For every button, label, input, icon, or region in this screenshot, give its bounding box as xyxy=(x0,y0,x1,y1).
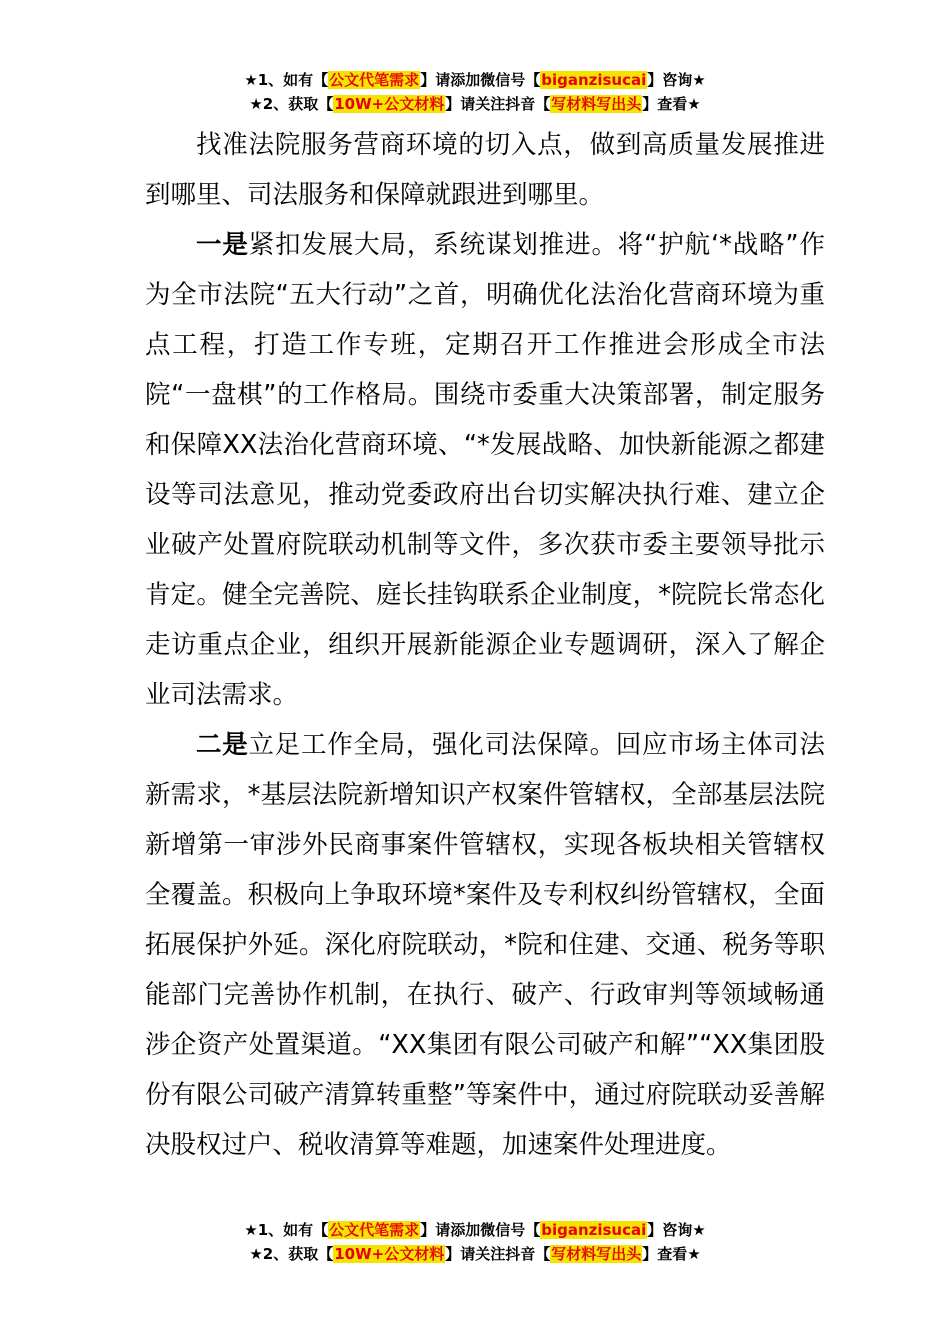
top-banner xyxy=(0,68,950,116)
banner-highlight: 公文代笔需求 xyxy=(329,71,420,89)
banner-text: 】查看★ xyxy=(642,1245,701,1263)
paragraph-text: 立足工作全局，强化司法保障。回应市场主体司法新需求，*基层法院新增知识产权案件管辖权，全部基层法院新增第一审涉外民商事案件管辖权，实现各板块相关管辖权全覆盖。积极向上争取环境*案件及专利权纠纷管辖权，全面拓展保护外延。深化府院联动，*院和住建、交通、税务等职能部门完善协作机制，在执行、破产、行政审判等领域畅通涉企资产处置渠道。“XX集团有限公司破产和解”“XX集团股份有限公司破产清算转重整”等案件中，通过府院联动妥善解决股权过户、税收清算等难题，加速案件处理进度。 xyxy=(145,730,825,1160)
banner-highlight: 10W+公文材料 xyxy=(334,95,445,113)
banner-text: ★1、如有【 xyxy=(244,71,329,89)
paragraph-lead: 二是 xyxy=(196,730,249,760)
paragraph-text: 找准法院服务营商环境的切入点，做到高质量发展推进到哪里、司法服务和保障就跟进到哪里。 xyxy=(145,130,825,210)
paragraph-lead: 一是 xyxy=(196,230,249,260)
banner-text: ★1、如有【 xyxy=(244,1221,329,1239)
banner-highlight: 写材料写出头 xyxy=(551,95,642,113)
paragraph-intro xyxy=(145,120,825,220)
banner-highlight: biganzisucai xyxy=(541,1221,647,1239)
paragraph-text: 紧扣发展大局，系统谋划推进。将“护航‘*战略”作为全市法院“五大行动”之首，明确优化法治化营商环境为重点工程，打造工作专班，定期召开工作推进会形成全市法院“一盘棋”的工作格局。围绕市委重大决策部署，制定服务和保障XX法治化营商环境、“*发展战略、加快新能源之都建设等司法意见，推动党委政府出台切实解决执行难、建立企业破产处置府院联动机制等文件，多次获市委主要领导批示肯定。健全完善院、庭长挂钩联系企业制度，*院院长常态化走访重点企业，组织开展新能源企业专题调研，深入了解企业司法需求。 xyxy=(145,230,825,710)
banner-text: 】请关注抖音【 xyxy=(445,1245,551,1263)
banner-text: ★2、获取【 xyxy=(249,1245,334,1263)
banner-text: 】咨询★ xyxy=(647,1221,706,1239)
banner-highlight: biganzisucai xyxy=(541,71,647,89)
banner-text: 】请关注抖音【 xyxy=(445,95,551,113)
banner-line-1 xyxy=(0,68,950,92)
banner-line-1 xyxy=(0,1218,950,1242)
document-body xyxy=(145,120,825,1170)
banner-line-2 xyxy=(0,92,950,116)
paragraph-first xyxy=(145,220,825,720)
banner-highlight: 公文代笔需求 xyxy=(329,1221,420,1239)
bottom-banner xyxy=(0,1218,950,1266)
banner-line-2 xyxy=(0,1242,950,1266)
paragraph-second xyxy=(145,720,825,1170)
banner-text: 】咨询★ xyxy=(647,71,706,89)
banner-text: ★2、获取【 xyxy=(249,95,334,113)
banner-text: 】查看★ xyxy=(642,95,701,113)
banner-text: 】请添加微信号【 xyxy=(420,71,541,89)
banner-highlight: 10W+公文材料 xyxy=(334,1245,445,1263)
banner-highlight: 写材料写出头 xyxy=(551,1245,642,1263)
banner-text: 】请添加微信号【 xyxy=(420,1221,541,1239)
